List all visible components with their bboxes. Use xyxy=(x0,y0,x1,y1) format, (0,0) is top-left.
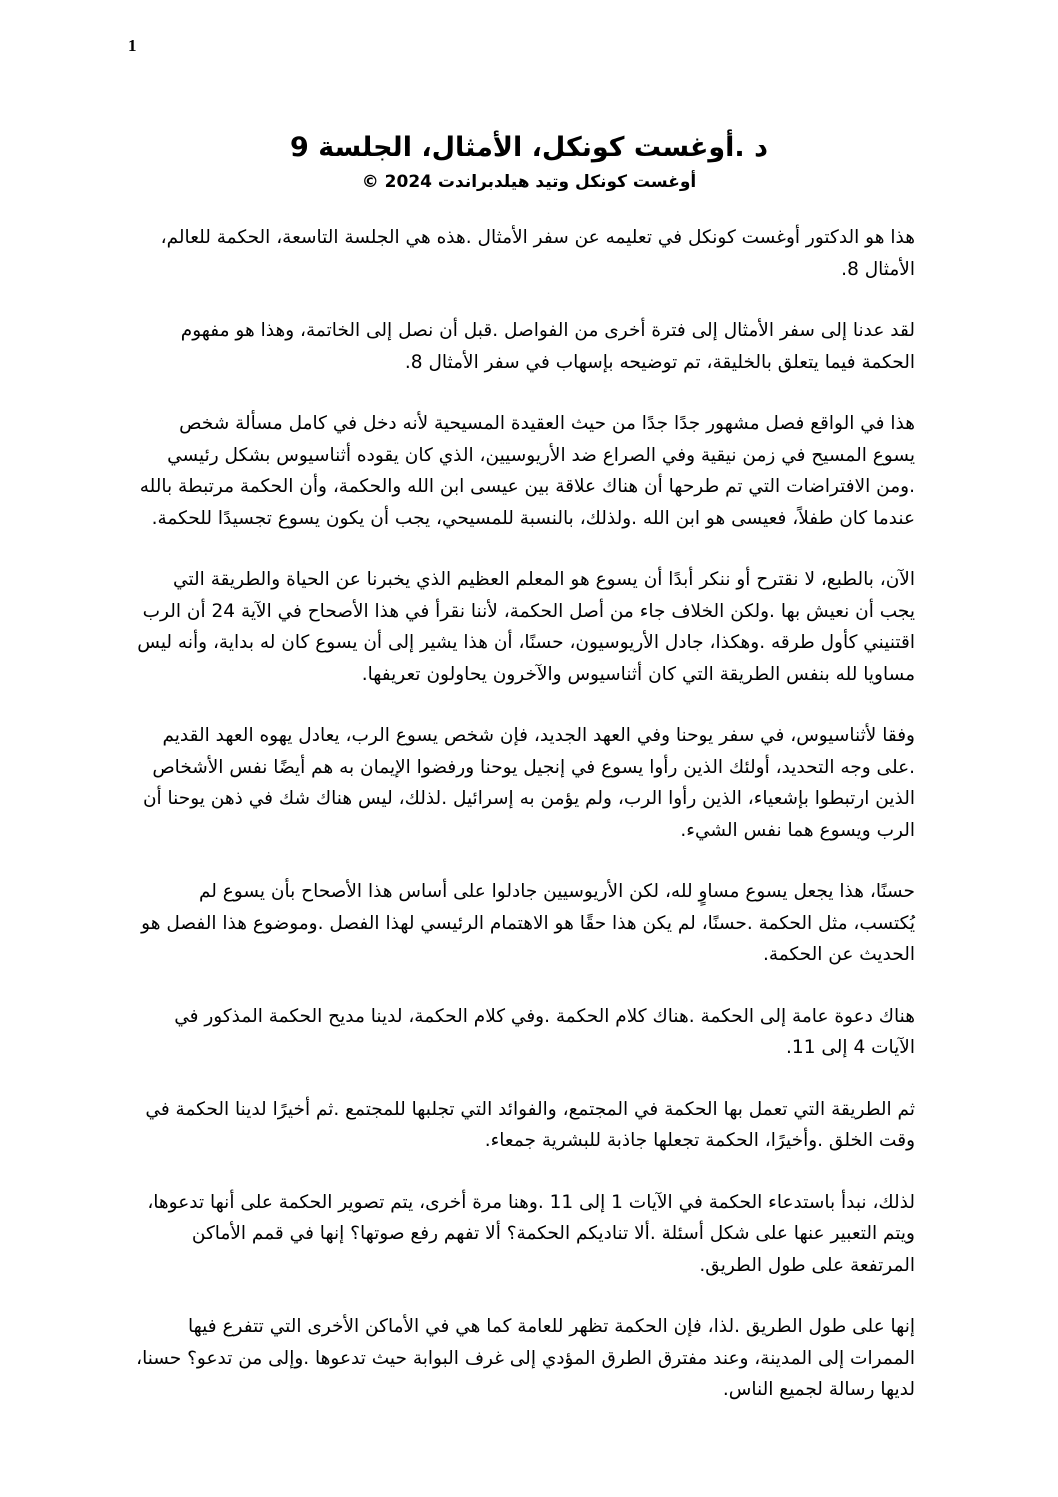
document-subtitle: أوغست كونكل وتيد هيلدبراندت 2024 © xyxy=(361,172,697,192)
page-number: 1 xyxy=(128,36,137,55)
paragraph: هذا في الواقع فصل مشهور جدًا جدًا من حيث العقيدة المسيحية لأنه دخل في كامل مسألة شخص يسوع المسيح في زمن نيقية وفي الصراع ضد الأريوسيين، الذي كان يقوده أثناسيوس بشكل رئيسي .ومن الافتراضات التي تم طرحها أن هناك علاقة بين عيسى ابن الله والحكمة، وأن الحكمة مرتبطة بالله عندما كان طفلاً، فعيسى هو ابن الله .ولذلك، بالنسبة للمسيحي، يجب أن يكون يسوع تجسيدًا للحكمة. xyxy=(139,413,915,529)
paragraph: لذلك، نبدأ باستدعاء الحكمة في الآيات 1 إلى 11 .وهنا مرة أخرى، يتم تصوير الحكمة على أنها تدعوها، ويتم التعبير عنها على شكل أسئلة .ألا تناديكم الحكمة؟ ألا تفهم رفع صوتها؟ إنها في قمم الأماكن المرتفعة على طول الطريق. xyxy=(147,1191,915,1276)
paragraph: إنها على طول الطريق .لذا، فإن الحكمة تظهر للعامة كما هي في الأماكن الأخرى التي تتفرع فيها الممرات إلى المدينة، وعند مفترق الطرق المؤدي إلى غرف البوابة حيث تدعوها .وإلى من تدعو؟ حسنا، لديها رسالة لجميع الناس. xyxy=(136,1316,915,1400)
document-body xyxy=(133,222,915,1436)
paragraph: هناك دعوة عامة إلى الحكمة .هناك كلام الحكمة .وفي كلام الحكمة، لدينا مديح الحكمة المذكور في الآيات 4 إلى 11. xyxy=(174,1005,915,1058)
document-title: د .أوغست كونكل، الأمثال، الجلسة 9 xyxy=(290,132,768,163)
paragraph: لقد عدنا إلى سفر الأمثال إلى فترة أخرى من الفواصل .قبل أن نصل إلى الخاتمة، وهذا هو مفهوم الحكمة فيما يتعلق بالخليقة، تم توضيحه بإسهاب في سفر الأمثال 8. xyxy=(180,320,915,373)
paragraph: الآن، بالطبع، لا نقترح أو ننكر أبدًا أن يسوع هو المعلم العظيم الذي يخبرنا عن الحياة والطريقة التي يجب أن نعيش بها .ولكن الخلاف جاء من أصل الحكمة، لأننا نقرأ في هذا الأصحاح في الآية 24 أن الرب اقتنيني كأول طرقه .وهكذا، جادل الأريوسيون، حسنًا، أن هذا يشير إلى أن يسوع كان له بداية، وأنه ليس مساويا لله بنفس الطريقة التي كان أثناسيوس والآخرون يحاولون تعريفها. xyxy=(137,569,915,685)
paragraph: ثم الطريقة التي تعمل بها الحكمة في المجتمع، والفوائد التي تجلبها للمجتمع .ثم أخيرًا لدينا الحكمة في وقت الخلق .وأخيرًا، الحكمة تجعلها جاذبة للبشرية جمعاء. xyxy=(145,1098,915,1151)
paragraph: وفقا لأثناسيوس، في سفر يوحنا وفي العهد الجديد، فإن شخص يسوع الرب، يعادل يهوه العهد القديم .على وجه التحديد، أولئك الذين رأوا يسوع في إنجيل يوحنا ورفضوا الإيمان به هم أيضًا نفس الأشخاص الذين ارتبطوا بإشعياء، الذين رأوا الرب، ولم يؤمن به إسرائيل .لذلك، ليس هناك شك في ذهن يوحنا أن الرب ويسوع هما نفس الشيء. xyxy=(142,725,915,841)
paragraph: هذا هو الدكتور أوغست كونكل في تعليمه عن سفر الأمثال .هذه هي الجلسة التاسعة، الحكمة للعالم، الأمثال 8. xyxy=(160,227,915,280)
paragraph: حسنًا، هذا يجعل يسوع مساوٍ لله، لكن الأريوسيين جادلوا على أساس هذا الأصحاح بأن يسوع لم يُكتسب، مثل الحكمة .حسنًا، لم يكن هذا حقًا هو الاهتمام الرئيسي لهذا الفصل .وموضوع هذا الفصل هو الحديث عن الحكمة. xyxy=(141,881,915,965)
document-header xyxy=(130,128,928,196)
